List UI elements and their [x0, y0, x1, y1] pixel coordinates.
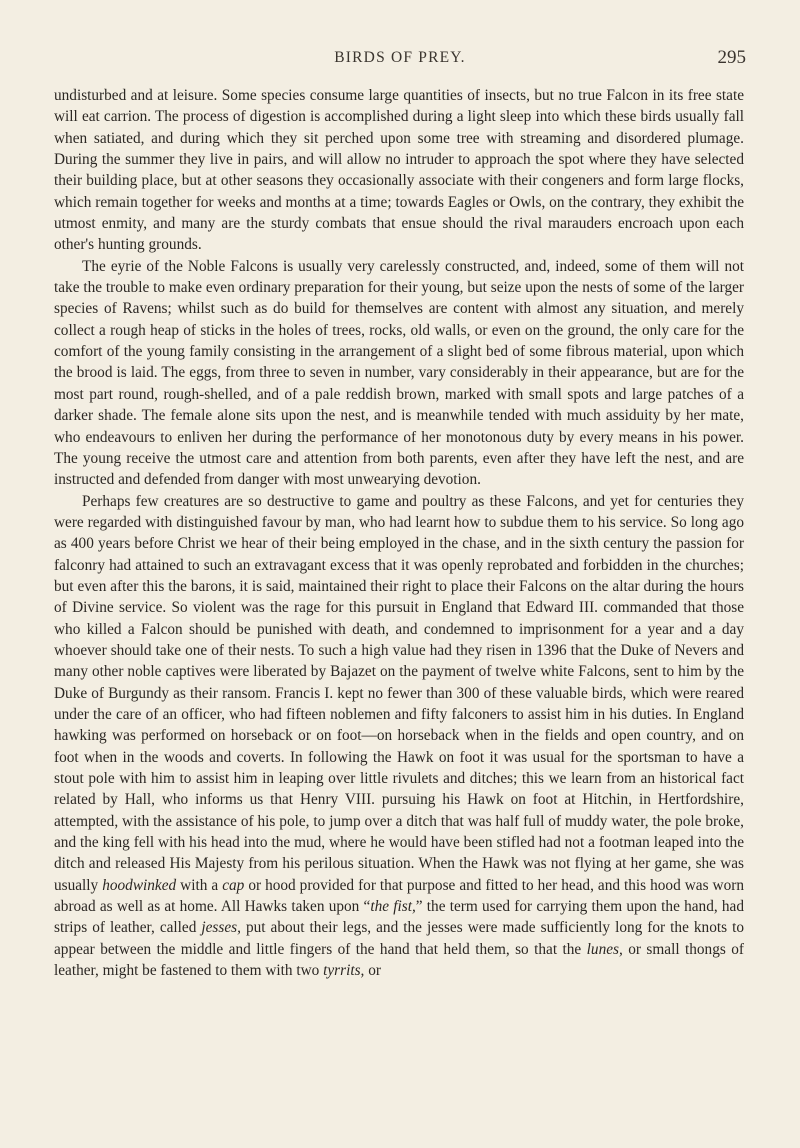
italic-term: lunes, — [586, 940, 623, 958]
paragraph — [54, 85, 744, 256]
italic-term: hoodwinked — [102, 876, 177, 894]
text-run: The eyrie of the Noble Falcons is usually very carelessly constructed, and, indeed, some of them will not take the trouble to make even ordinary preparation for their young, but seize upon the nests of some of the larger species of Ravens; whilst such as do build for themselves are content with almost any situation, and merely collect a rough heap of sticks in the holes of trees, rocks, old walls, or even on the ground, the only care for the comfort of the young family consisting in the arrangement of a slight bed of some fibrous material, upon which the brood is laid. The eggs, from three to seven in number, vary considerably in their appearance, but are for the most part round, rough-shelled, and of a pale reddish brown, marked with small spots and large patches of a darker shade. The female alone sits upon the nest, and is meanwhile tended with much assiduity by her mate, who endeavours to enliven her during the performance of her monotonous duty by every means in his power. The young receive the utmost care and attention from both parents, even after they have left the nest, and are instructed and defended from danger with most unwearying devotion. — [54, 257, 744, 489]
text-run: put about their legs, and the jesses were made sufficiently long for the knots to appear between the middle and little fingers of the hand that held them, so that the — [54, 919, 744, 958]
italic-term: tyrrits, — [323, 962, 365, 980]
page-number: 295 — [717, 47, 746, 68]
italic-term: jesses, — [201, 919, 241, 937]
paragraph — [54, 491, 744, 982]
text-run: or small thongs of leather, might be fastened to them with two — [54, 940, 744, 980]
text-run: or — [364, 962, 381, 980]
running-title: BIRDS OF PREY. — [334, 49, 466, 66]
italic-term: cap — [222, 876, 245, 894]
body-text — [54, 85, 744, 981]
running-head — [54, 47, 746, 73]
italic-term: the fist, — [370, 898, 416, 916]
text-run: Perhaps few creatures are so destructive to game and poultry as these Falcons, and yet for centuries they were regarded with distinguished favour by man, who had learnt how to subdue them to his service. So long ago as 400 years before Christ we hear of their being employed in the chase, and in the sixth century the passion for falconry had attained to such an extravagant excess that it was openly reprobated and forbidden in the churches; but even after this the barons, it is said, maintained their right to place their Falcons on the altar during the hours of Divine service. So violent was the rage for this pursuit in England that Edward III. commanded that those who killed a Falcon should be punished with death, and condemned to imprisonment for a year and a day whoever should take one of their nests. To such a high value had they risen in 1396 that the Duke of Nevers and many other noble captives were liberated by Bajazet on the payment of twelve white Falcons, sent to him by the Duke of Burgundy as their ransom. Francis I. kept no fewer than 300 of these valuable birds, which were reared under the care of an officer, who had fifteen noblemen and fifty falconers to assist him in his duties. In England hawking was performed on horseback or on foot—on horseback when in the fields and open country, and on foot when in the woods and coverts. In following the Hawk on foot it was usual for the sportsman to have a stout pole with him to assist him in leaping over little rivulets and ditches; this we learn from an historical fact related by Hall, who informs us that Henry VIII. pursuing his Hawk on foot at Hitchin, in Hertfordshire, attempted, with the assistance of his pole, to jump over a ditch that was half full of muddy water, the pole broke, and the king fell with his head into the mud, where he would have been stifled had not a footman leaped into the ditch and released His Majesty from his perilous situation. When the Hawk was not flying at her game, she was usually — [54, 492, 744, 894]
text-run: or hood provided for that purpose and fitted to her head, and this hood was worn abroad as well as at home. All Hawks taken upon “ — [54, 876, 744, 916]
text-run: ” the term used for carrying them upon the hand, had strips of leather, called — [54, 898, 744, 937]
text-run: with a — [176, 876, 223, 894]
paragraph — [54, 256, 744, 491]
text-run: undisturbed and at leisure. Some species consume large quantities of insects, but no true Falcon in its free state will eat carrion. The process of digestion is accomplished during a light sleep into which these birds usually fall when satiated, and during which they sit perched upon some tree with streaming and disordered plumage. During the summer they live in pairs, and will allow no intruder to approach the spot where they have selected their building place, but at other seasons they occasionally associate with their congeners and form large flocks, which remain together for weeks and months at a time; towards Eagles or Owls, on the contrary, they exhibit the utmost enmity, and many are the sturdy combats that ensue should the rival marauders encroach upon each other's hunting grounds. — [54, 87, 744, 254]
